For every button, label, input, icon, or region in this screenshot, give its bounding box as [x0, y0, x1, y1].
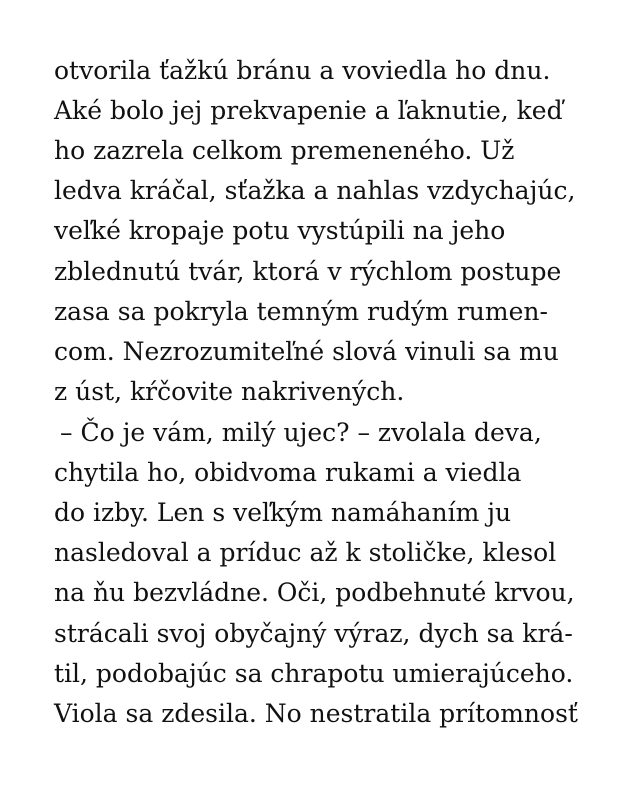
text-line: strácali svoj obyčajný výraz, dych sa krá- [54, 619, 573, 648]
text-line: ledva kráčal, sťažka a nahlas vzdychajúc, [54, 176, 576, 205]
text-line: na ňu bezvládne. Oči, podbehnuté krvou, [54, 578, 575, 607]
text-line: ho zazrela celkom premeneného. Už [54, 136, 515, 165]
text-line: veľké kropaje potu vystúpili na jeho [54, 216, 506, 245]
text-line: z úst, kŕčovite nakrivených. [54, 377, 405, 406]
text-line: til, podobajúc sa chrapotu umierajúceho. [54, 659, 574, 688]
text-line: Aké bolo jej prekvapenie a ľaknutie, keď [54, 96, 563, 125]
text-line: nasledoval a príduc až k stoličke, klesol [54, 538, 557, 567]
text-line: do izby. Len s veľkým namáhaním ju [54, 498, 512, 527]
text-line: Viola sa zdesila. No nestratila prítomnosť [54, 699, 578, 728]
text-line: otvorila ťažkú bránu a voviedla ho dnu. [54, 56, 551, 85]
text-line: chytila ho, obidvoma rukami a viedla [54, 458, 522, 487]
text-line: zblednutú tvár, ktorá v rýchlom postupe [54, 257, 562, 286]
text-line: com. Nezrozumiteľné slová vinuli sa mu [54, 337, 559, 366]
paragraph-start-line: – Čo je vám, milý ujec? – zvolala deva, [60, 418, 542, 447]
text-line: zasa sa pokryla temným rudým rumen- [54, 297, 548, 326]
